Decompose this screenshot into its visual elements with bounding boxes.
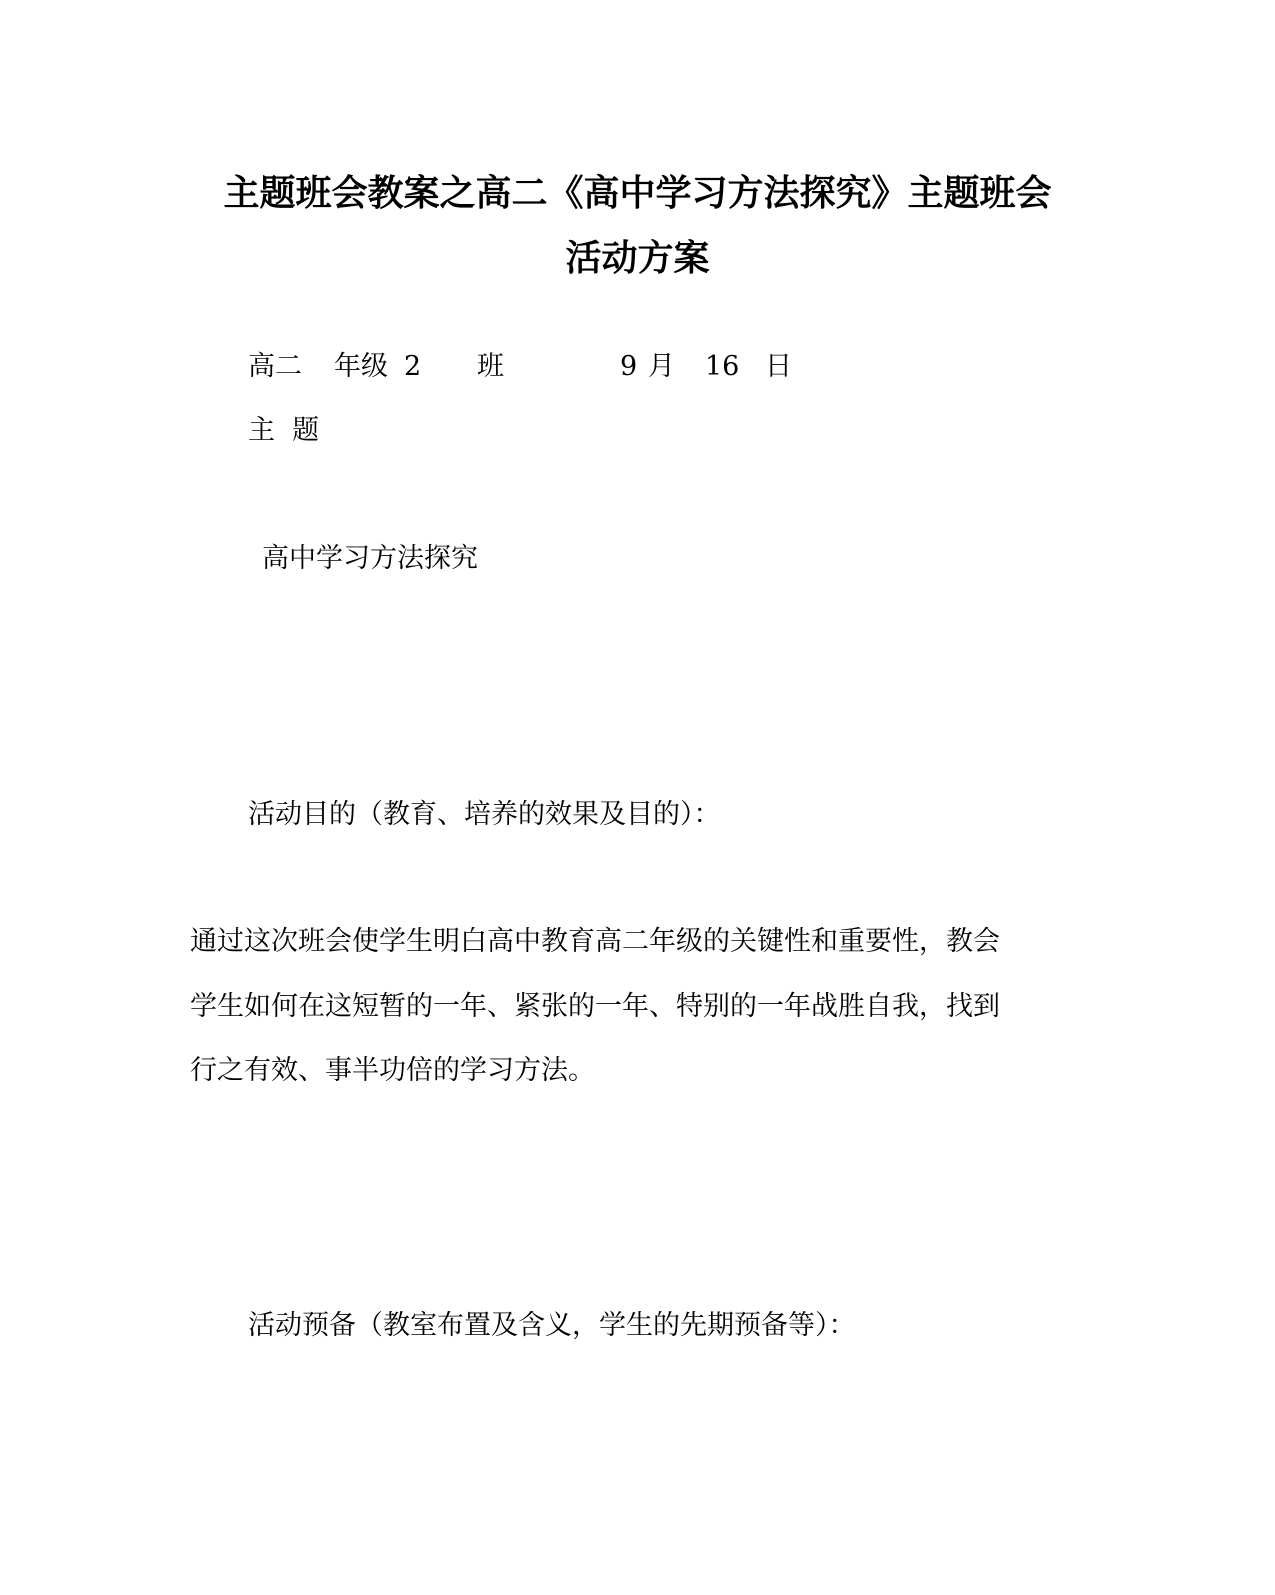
subject-value: 高中学习方法探究: [262, 543, 478, 574]
document-title-line-2: 活动方案: [565, 237, 710, 279]
purpose-heading: 活动目的（教育、培养的效果及目的）：: [248, 799, 721, 830]
purpose-paragraph-line: 行之有效、事半功倍的学习方法。: [190, 1055, 595, 1086]
preparation-heading: 活动预备（教室布置及含义，学生的先期预备等）：: [248, 1310, 856, 1341]
class-value: 2: [404, 351, 422, 382]
day-value: 16: [705, 351, 740, 382]
purpose-paragraph-line: 通过这次班会使学生明白高中教育高二年级的关键性和重要性，教会: [190, 926, 1000, 957]
class-label: 班: [477, 351, 504, 382]
purpose-paragraph-line: 学生如何在这短暂的一年、紧张的一年、特别的一年战胜自我，找到: [190, 991, 1000, 1022]
month-value: 9: [620, 351, 638, 382]
grade-value: 高二: [248, 351, 302, 382]
grade-label: 年级: [334, 351, 388, 382]
day-label: 日: [765, 351, 792, 382]
document-title-line-1: 主题班会教案之高二《高中学习方法探究》主题班会: [223, 172, 1052, 214]
subject-label: 主 题: [248, 415, 320, 446]
month-label: 月: [648, 351, 675, 382]
